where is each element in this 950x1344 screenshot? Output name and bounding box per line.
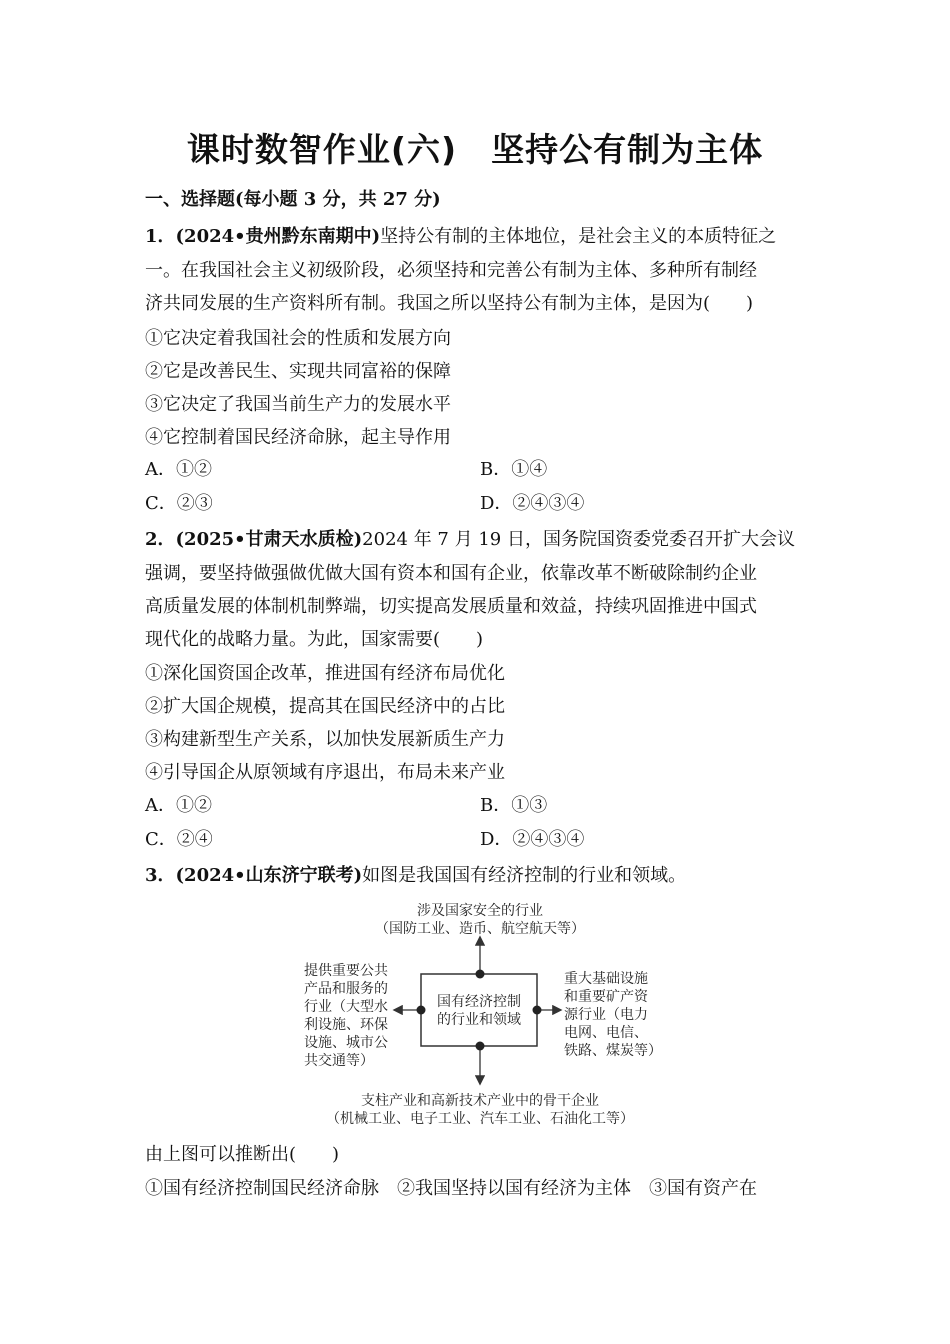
diagram-bottom-label: 支柱产业和高新技术产业中的骨干企业 （机械工业、电子工业、汽车工业、石油化工等） (326, 1093, 634, 1127)
q3-after-text: 由上图可以推断出( ) (145, 1144, 340, 1165)
q2-option-b[interactable]: B．①③ (480, 795, 548, 816)
q3-line-1 (145, 864, 686, 888)
q2-line-4: 现代化的战略力量。为此，国家需要( ) (145, 629, 484, 650)
q1-item-1: ①它决定着我国社会的性质和发展方向 (145, 328, 451, 349)
diagram-right-label: 重大基础设施 和重要矿产资 源行业（电力 电网、电信、 铁路、煤炭等） (564, 971, 662, 1059)
q1-item-4: ④它控制着国民经济命脉，起主导作用 (145, 427, 451, 448)
q1-number: 1． (145, 226, 176, 247)
q1-line-2: 一。在我国社会主义初级阶段，必须坚持和完善公有制为主体、多种所有制经 (145, 260, 757, 281)
q1-option-b[interactable]: B．①④ (480, 459, 548, 480)
page-title: 课时数智作业(六) 坚持公有制为主体 (186, 130, 764, 169)
q3-text: 如图是我国国有经济控制的行业和领域。 (362, 865, 687, 886)
q2-option-a[interactable]: A．①② (145, 795, 212, 816)
q2-text-1: 2024 年 7 月 19 日，国务院国资委党委召开扩大会议 (362, 529, 795, 550)
q2-line-2: 强调，要坚持做强做优做大国有资本和国有企业，依靠改革不断破除制约企业 (145, 563, 757, 584)
q3-source: (2024•山东济宁联考) (175, 865, 363, 886)
q1-source: (2024•贵州黔东南期中) (175, 226, 381, 247)
diagram-center-label: 国有经济控制 的行业和领域 (437, 994, 521, 1028)
dot-bottom (476, 1042, 485, 1051)
q1-option-c[interactable]: C．②③ (145, 493, 213, 514)
section-heading: 一、选择题(每小题 3 分，共 27 分) (145, 189, 441, 210)
q2-item-4: ④引导国企从原领域有序退出，布局未来产业 (145, 762, 505, 783)
dot-top (476, 970, 485, 979)
q2-number: 2． (145, 529, 176, 550)
state-economy-diagram (290, 898, 670, 1133)
q2-item-1: ①深化国资国企改革，推进国有经济布局优化 (145, 663, 505, 684)
q2-line-3: 高质量发展的体制机制弊端，切实提高发展质量和效益，持续巩固推进中国式 (145, 596, 757, 617)
diagram-left-label: 提供重要公共 产品和服务的 行业（大型水 利设施、环保 设施、城市公 共交通等） (304, 963, 388, 1069)
q2-line-1 (145, 528, 795, 552)
q3-items-line: ①国有经济控制国民经济命脉 ②我国坚持以国有经济为主体 ③国有资产在 (145, 1178, 757, 1199)
q1-option-a[interactable]: A．①② (145, 459, 212, 480)
q1-text-1: 坚持公有制的主体地位，是社会主义的本质特征之 (380, 226, 777, 247)
q2-source: (2025•甘肃天水质检) (175, 529, 363, 550)
q1-line-3: 济共同发展的生产资料所有制。我国之所以坚持公有制为主体，是因为( ) (145, 293, 754, 314)
q2-item-3: ③构建新型生产关系，以加快发展新质生产力 (145, 729, 505, 750)
q1-option-d[interactable]: D．②④③④ (480, 493, 585, 514)
q1-item-3: ③它决定了我国当前生产力的发展水平 (145, 394, 451, 415)
q2-option-d[interactable]: D．②④③④ (480, 829, 585, 850)
q2-option-c[interactable]: C．②④ (145, 829, 213, 850)
q3-number: 3． (145, 865, 176, 886)
q1-line-1 (145, 225, 776, 249)
diagram-top-label: 涉及国家安全的行业 （国防工业、造币、航空航天等） (375, 903, 585, 937)
q1-item-2: ②它是改善民生、实现共同富裕的保障 (145, 361, 451, 382)
q2-item-2: ②扩大国企规模，提高其在国民经济中的占比 (145, 696, 505, 717)
